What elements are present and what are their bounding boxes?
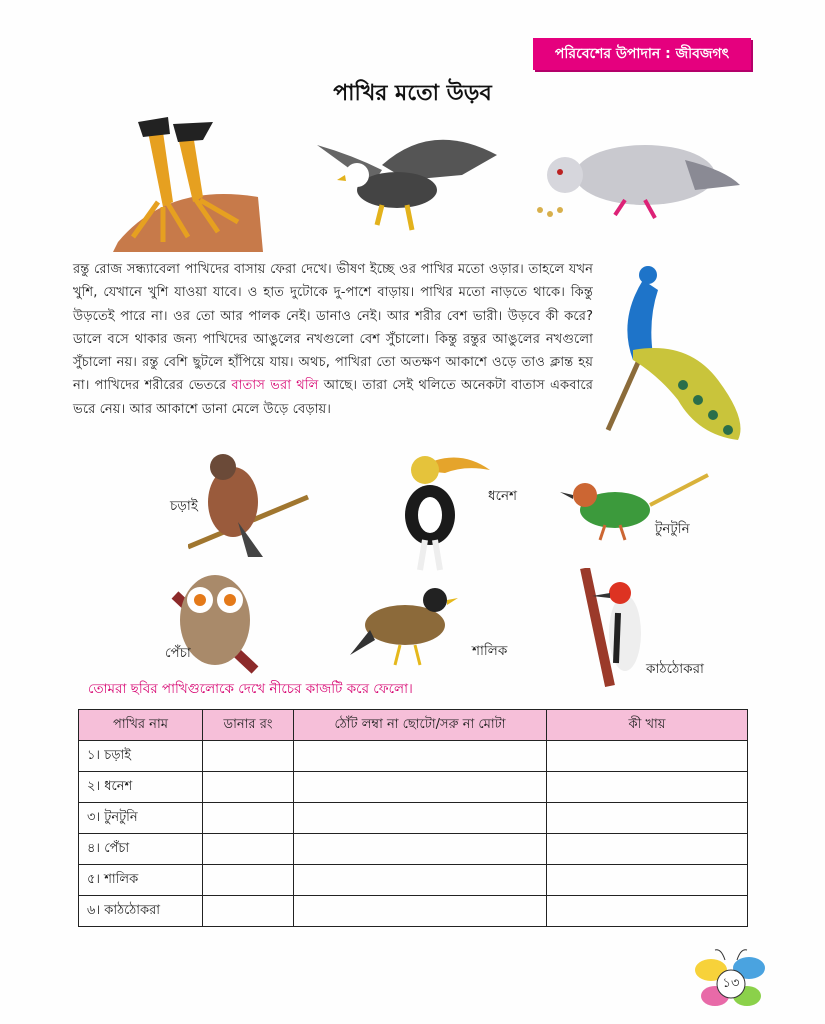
bird-label-owl: পেঁচা: [165, 645, 191, 661]
pigeon-illustration: [535, 130, 745, 225]
peacock-illustration: [588, 260, 753, 445]
activity-instruction: তোমরা ছবির পাখিগুলোকে দেখে নীচের কাজটি করে ফেলো।: [88, 681, 413, 697]
header-food: কী খায়: [547, 710, 748, 741]
table-header-row: [79, 710, 748, 741]
blank-cell[interactable]: [294, 896, 547, 927]
row-name: চড়াই: [104, 747, 132, 763]
bird-label-woodpecker: কাঠঠোকরা: [646, 661, 704, 677]
row-name: পেঁচা: [104, 840, 130, 856]
myna-illustration: [350, 580, 460, 670]
row-name: শালিক: [104, 871, 139, 887]
blank-cell[interactable]: [547, 896, 748, 927]
hornbill-illustration: [395, 445, 495, 575]
page-number: ১৩: [722, 976, 740, 991]
row-name: কাঠঠোকরা: [104, 902, 161, 918]
story-paragraph: [73, 258, 593, 421]
blank-cell[interactable]: [203, 772, 294, 803]
blank-cell[interactable]: [294, 741, 547, 772]
paragraph-text-1: রন্তু রোজ সন্ধ্যাবেলা পাখিদের বাসায় ফেরা দেখে। ভীষণ ইচ্ছে ওর পাখির মতো ওড়ার। তাহলে যখন খুশি, যেখানে খুশি যাওয়া যাবে। ও হাত দুটোকে দু-পাশে বাড়ায়। পাখির মতো নাড়তে থাকে। কিন্তু উড়তেই পারে না। ওর তো আর পালক নেই। ডানাও নেই। আর শরীর বেশ ভারী। উড়বে কী করে? ডালে বসে থাকার জন্য পাখিদের আঙুলের নখগুলো বেশ সুঁচালো। কিন্তু রন্তুর আঙুলের নখগুলো সুঁচালো নয়। রন্তু বেশি ছুটলে হাঁপিয়ে যায়। অথচ, পাখিরা তো অতক্ষণ আকাশে ওড়ে তাও ক্লান্ত হয় না। পাখিদের শরীরের ভেতরে: [73, 262, 593, 394]
table-row: [79, 741, 748, 772]
row-number: ২।: [87, 778, 101, 794]
bird-feet-illustration: [108, 112, 268, 252]
row-bird-name: [79, 896, 203, 927]
row-number: ৬।: [87, 902, 101, 918]
row-number: ৪।: [87, 840, 101, 856]
table-row: [79, 865, 748, 896]
blank-cell[interactable]: [294, 772, 547, 803]
blank-cell[interactable]: [547, 834, 748, 865]
row-number: ৫।: [87, 871, 101, 887]
table-row: [79, 772, 748, 803]
row-name: টুনটুনি: [104, 809, 138, 825]
blank-cell[interactable]: [547, 865, 748, 896]
blank-cell[interactable]: [294, 803, 547, 834]
blank-cell[interactable]: [547, 803, 748, 834]
eagle-illustration: [312, 125, 502, 245]
blank-cell[interactable]: [294, 865, 547, 896]
blank-cell[interactable]: [203, 896, 294, 927]
header-wing-color: ডানার রং: [203, 710, 294, 741]
bird-label-tailorbird: টুনটুনি: [655, 521, 690, 537]
bird-label-myna: শালিক: [472, 643, 508, 659]
chapter-tag: পরিবেশের উপাদান : জীবজগৎ: [533, 38, 751, 70]
row-bird-name: [79, 865, 203, 896]
table-row: [79, 803, 748, 834]
row-number: ৩।: [87, 809, 101, 825]
blank-cell[interactable]: [203, 834, 294, 865]
paragraph-text-2: আছে। তারা সেই থলিতে অনেকটা বাতাস একবারে ভরে নেয়। আর আকাশে ডানা মেলে উড়ে বেড়ায়।: [73, 378, 593, 417]
bird-observation-table: [78, 709, 748, 927]
blank-cell[interactable]: [547, 741, 748, 772]
blank-cell[interactable]: [203, 865, 294, 896]
bird-label-sparrow: চড়াই: [170, 498, 198, 514]
row-name: ধনেশ: [104, 778, 133, 794]
blank-cell[interactable]: [547, 772, 748, 803]
blank-cell[interactable]: [203, 803, 294, 834]
row-bird-name: [79, 772, 203, 803]
table-row: [79, 834, 748, 865]
table-row: [79, 896, 748, 927]
page-title: পাখির মতো উড়ব: [333, 81, 492, 106]
header-beak-type: ঠোঁট লম্বা না ছোটো/সরু না মোটা: [294, 710, 547, 741]
woodpecker-illustration: [580, 568, 645, 688]
page-number-badge: [693, 940, 768, 1012]
row-bird-name: [79, 834, 203, 865]
highlight-text: বাতাস ভরা থলি: [231, 378, 319, 394]
row-bird-name: [79, 803, 203, 834]
sparrow-illustration: [188, 452, 313, 562]
blank-cell[interactable]: [294, 834, 547, 865]
blank-cell[interactable]: [203, 741, 294, 772]
header-bird-name: পাখির নাম: [79, 710, 203, 741]
bird-label-hornbill: ধনেশ: [488, 488, 518, 504]
row-number: ১।: [87, 747, 101, 763]
row-bird-name: [79, 741, 203, 772]
